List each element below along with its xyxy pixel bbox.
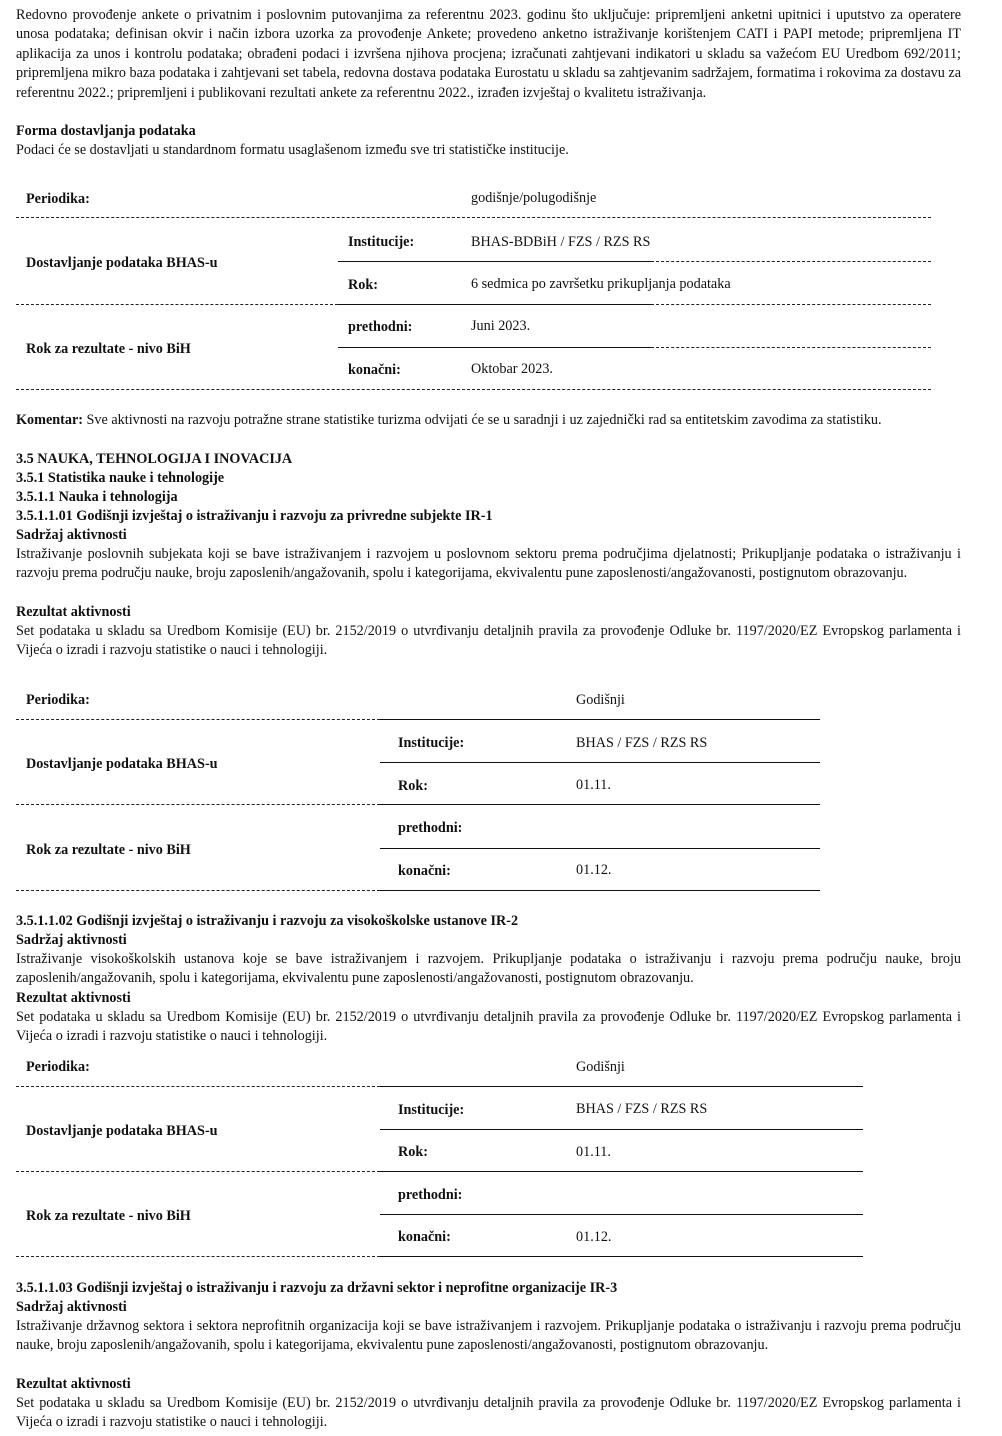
konacni-value: Oktobar 2023. — [471, 361, 553, 377]
table-rule — [380, 804, 820, 805]
periodika-value: Godišnji — [576, 1059, 625, 1075]
prethodni-label: prethodni: — [348, 319, 413, 335]
heading-3-5-1-1: 3.5.1.1 Nauka i tehnologija — [16, 489, 178, 505]
periodika-value: godišnje/polugodišnje — [471, 190, 597, 206]
table-rule — [338, 261, 651, 262]
heading-3-5-1: 3.5.1 Statistika nauke i tehnologije — [16, 470, 225, 486]
section2-title: 3.5.1.1.02 Godišnji izvještaj o istraživanju i razvoju za visokoškolske ustanove IR-2 — [16, 913, 519, 929]
institucije-label: Institucije: — [398, 1102, 465, 1118]
table-rule — [380, 1256, 863, 1257]
periodika-label: Periodika: — [26, 692, 90, 708]
table-rule — [380, 890, 820, 891]
section3-sadrzaj-heading: Sadržaj aktivnosti — [16, 1299, 127, 1315]
konacni-value: 01.12. — [576, 1229, 612, 1245]
table-rule — [380, 1086, 863, 1087]
table-rule — [380, 1214, 863, 1215]
section3-rezultat-heading: Rezultat aktivnosti — [16, 1376, 131, 1392]
section1-sadrzaj-text: Istraživanje poslovnih subjekata koji se bave istraživanjem i razvojem u poslovnom sektoru prema područjima djelatnosti; Prikupljanje podataka o istraživanju i razvoju prema području nauke, broju zaposlenih/angažovanih, spolu i kategorijama, ekvivalentu pune zaposlenosti/angažovanosti, postignutom obrazovanju. — [16, 546, 961, 582]
table-divider — [651, 304, 931, 305]
konacni-label: konačni: — [398, 863, 451, 879]
dostavljanje-label: Dostavljanje podataka BHAS-u — [26, 255, 218, 271]
rok-value: 01.11. — [576, 777, 611, 793]
form-heading: Forma dostavljanja podataka — [16, 123, 196, 139]
form-paragraph: Podaci će se dostavljati u standardnom formatu usaglašenom između sve tri statističke institucije. — [16, 142, 569, 158]
dostavljanje-label: Dostavljanje podataka BHAS-u — [26, 1123, 218, 1139]
table-divider — [16, 217, 931, 218]
section3-title: 3.5.1.1.03 Godišnji izvještaj o istraživanju i razvoju za državni sektor i neprofitne organizacije IR-3 — [16, 1280, 618, 1296]
table-rule — [338, 304, 651, 305]
section1-rezultat-text: Set podataka u skladu sa Uredbom Komisije (EU) br. 2152/2019 o utvrđivanju detaljnih pravila za provođenje Odluke br. 1197/2020/EZ Evropskog parlamenta i Vijeća o izradi i razvoju statistike o nauci i tehnologiji. — [16, 623, 961, 659]
periodika-label: Periodika: — [26, 1059, 90, 1075]
konacni-label: konačni: — [398, 1229, 451, 1245]
rezultati-label: Rok za rezultate - nivo BiH — [26, 341, 191, 357]
rok-value: 6 sedmica po završetku prikupljanja podataka — [471, 276, 731, 292]
rok-value: 01.11. — [576, 1144, 611, 1160]
table-divider — [16, 389, 931, 390]
periodika-label: Periodika: — [26, 191, 90, 207]
prethodni-label: prethodni: — [398, 820, 463, 836]
table-rule — [380, 1171, 863, 1172]
section1-rezultat-heading: Rezultat aktivnosti — [16, 604, 131, 620]
table-rule — [380, 762, 820, 763]
rezultati-label: Rok za rezultate - nivo BiH — [26, 842, 191, 858]
rezultati-label: Rok za rezultate - nivo BiH — [26, 1208, 191, 1224]
section2-sadrzaj-heading: Sadržaj aktivnosti — [16, 932, 127, 948]
institucije-value: BHAS / FZS / RZS RS — [576, 735, 708, 751]
section2-sadrzaj-text: Istraživanje visokoškolskih ustanova koje se bave istraživanjem i razvojem. Prikupljanje podataka o istraživanju i razvoju prema području nauke, broju zaposlenih/angažovanih, spolu i kategorijama, ekvivalentu pune zaposlenosti/angažovanosti, postignutom obrazovanju. — [16, 951, 961, 987]
section2-rezultat-heading: Rezultat aktivnosti — [16, 990, 131, 1006]
section3-rezultat-text: Set podataka u skladu sa Uredbom Komisije (EU) br. 2152/2019 o utvrđivanju detaljnih pravila za provođenje Odluke br. 1197/2020/EZ Evropskog parlamenta i Vijeća o izradi i razvoju statistike o nauci i tehnologiji. — [16, 1395, 961, 1431]
table-divider — [651, 261, 931, 262]
intro-paragraph: Redovno provođenje ankete o privatnim i poslovnim putovanjima za referentnu 2023. godinu što uključuje: pripremljeni anketni upitnici i uputstvo za operatere unosa podataka; definisan okvir i način izbora uzorka za provođenje Ankete; provedeno anketno istraživanje korištenjem CATI i PAPI metode; pripremljena IT aplikacija za unos i kontrolu podataka; obrađeni podaci i izvršena njihova procjena; izračunati zahtjevani indikatori u skladu sa važećom EU Uredbom 692/2011; pripremljena mikro baza podataka i zahtjevani set tabela, redovna dostava podataka Eurostatu u skladu sa zahtjevanim sadržajem, formatima i rokovima za dostavu za referentnu 2022.; pripremljeni i publikovani rezultati ankete za referentnu 2022., izrađen izvještaj o kvalitetu istraživanja. — [16, 7, 961, 101]
table-divider — [16, 1086, 380, 1087]
komentar-text: Sve aktivnosti na razvoju potražne strane statistike turizma odvijati će se u saradnji i uz zajednički rad sa entitetskim zavodima za statistiku. — [82, 412, 882, 428]
table-divider — [16, 1171, 380, 1172]
table-divider — [16, 890, 380, 891]
komentar-label: Komentar: — [16, 412, 83, 428]
rok-label: Rok: — [398, 1144, 428, 1160]
table-divider — [16, 719, 380, 720]
section1-sadrzaj-heading: Sadržaj aktivnosti — [16, 527, 127, 543]
section3-sadrzaj-text: Istraživanje državnog sektora i sektora neprofitnih organizacija koji se bave istraživanjem i razvojem. Prikupljanje podataka o istraživanju i razvoju prema području nauke, broju zaposlenih/angažovanih, spolu i kategorijama, ekvivalentu pune zaposlenosti/angažovanosti, postignutom obrazovanju. — [16, 1318, 961, 1354]
rok-label: Rok: — [348, 277, 378, 293]
institucije-label: Institucije: — [398, 735, 465, 751]
section2-rezultat-text: Set podataka u skladu sa Uredbom Komisije (EU) br. 2152/2019 o utvrđivanju detaljnih pravila za provođenje Odluke br. 1197/2020/EZ Evropskog parlamenta i Vijeća o izradi i razvoju statistike o nauci i tehnologiji. — [16, 1009, 961, 1045]
table-rule — [338, 347, 651, 348]
institucije-value: BHAS / FZS / RZS RS — [576, 1101, 708, 1117]
table-divider — [651, 347, 931, 348]
periodika-value: Godišnji — [576, 692, 625, 708]
institucije-label: Institucije: — [348, 234, 415, 250]
konacni-label: konačni: — [348, 362, 401, 378]
institucije-value: BHAS-BDBiH / FZS / RZS RS — [471, 234, 651, 250]
table-divider — [16, 804, 380, 805]
prethodni-value: Juni 2023. — [471, 318, 531, 334]
table-divider — [16, 1256, 380, 1257]
prethodni-label: prethodni: — [398, 1187, 463, 1203]
table-rule — [380, 719, 820, 720]
dostavljanje-label: Dostavljanje podataka BHAS-u — [26, 756, 218, 772]
heading-3-5: 3.5 NAUKA, TEHNOLOGIJA I INOVACIJA — [16, 451, 293, 467]
rok-label: Rok: — [398, 778, 428, 794]
table-divider — [16, 304, 338, 305]
table-rule — [380, 1129, 863, 1130]
table-rule — [380, 848, 820, 849]
komentar-paragraph — [16, 411, 961, 430]
konacni-value: 01.12. — [576, 862, 612, 878]
section1-title: 3.5.1.1.01 Godišnji izvještaj o istraživanju i razvoju za privredne subjekte IR-1 — [16, 508, 493, 524]
